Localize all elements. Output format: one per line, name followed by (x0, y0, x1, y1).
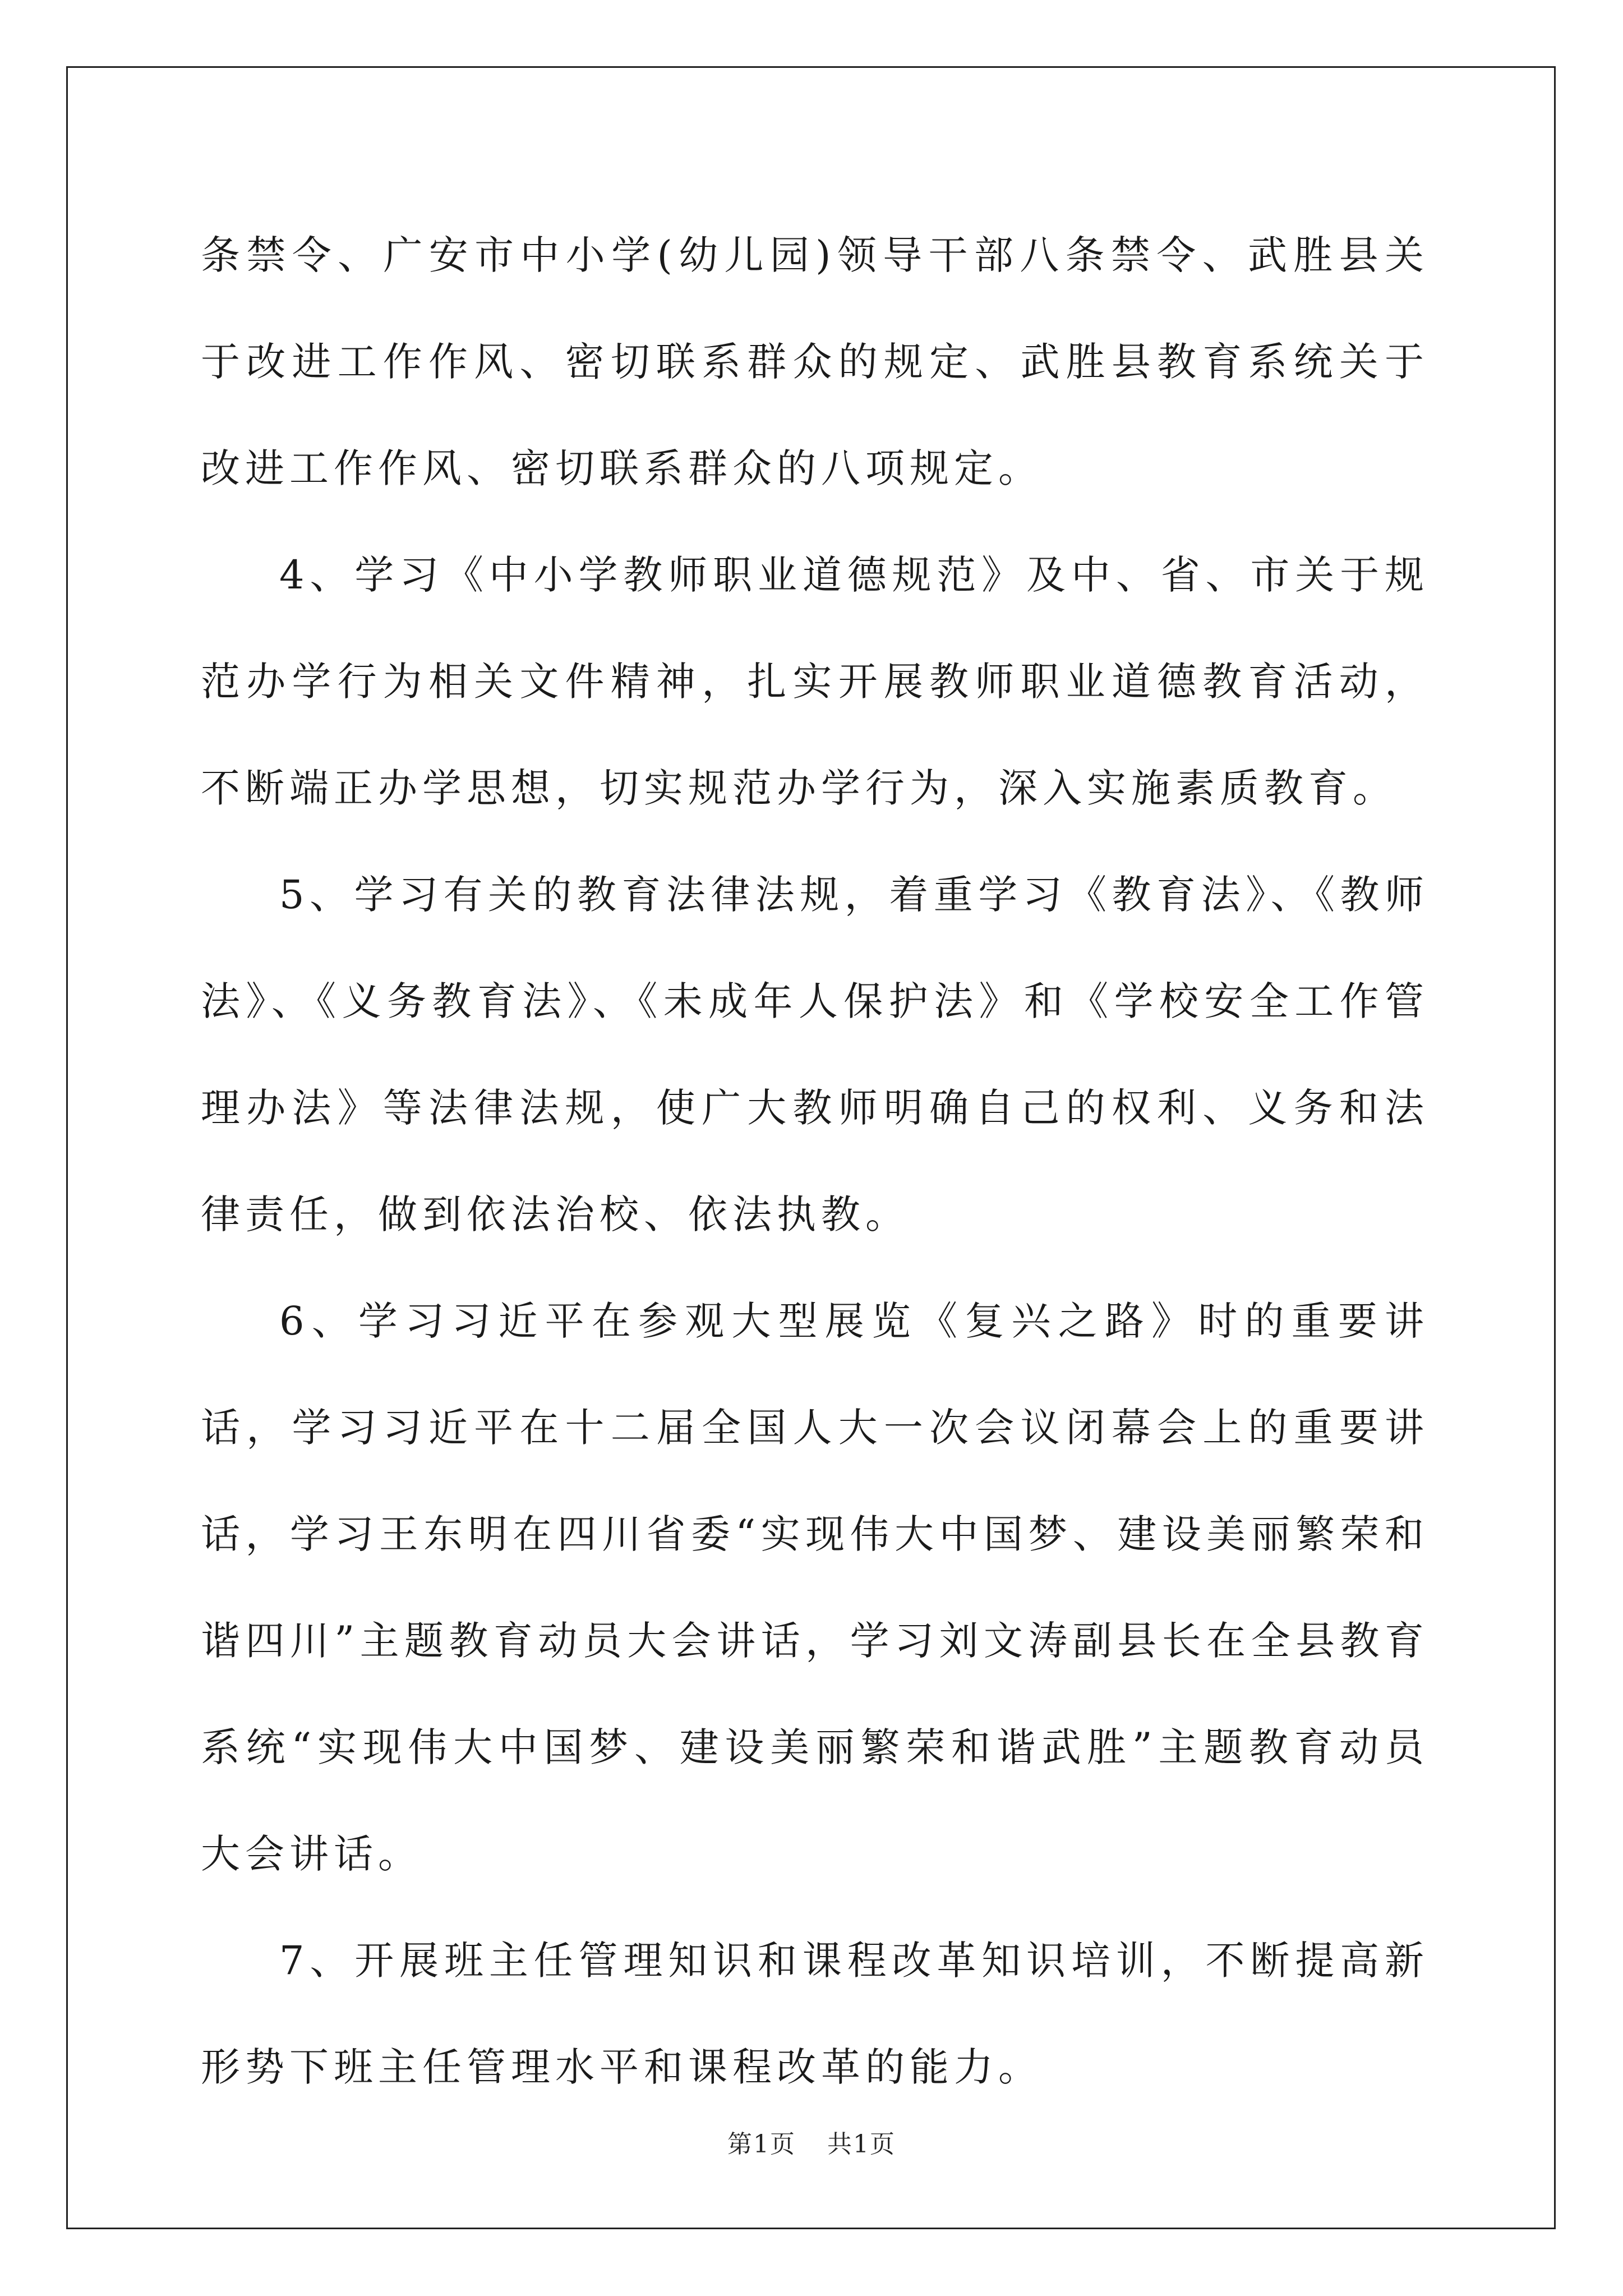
paragraph-continuation: 条禁令、广安市中小学(幼儿园)领导干部八条禁令、武胜县关于改进工作作风、密切联系群众的规定、武胜县教育系统关于改进工作作风、密切联系群众的八项规定。 (201, 232, 1429, 491)
page-total: 共1页 (827, 2130, 896, 2159)
paragraph-item-7: 7、开展班主任管理知识和课程改革知识培训，不断提高新形势下班主任管理水平和课程改革的能力。 (201, 1938, 1429, 2090)
page-footer (0, 2124, 1623, 2160)
paragraph-item-6: 6、学习习近平在参观大型展览《复兴之路》时的重要讲话，学习习近平在十二届全国人大一次会议闭幕会上的重要讲话，学习王东明在四川省委“实现伟大中国梦、建设美丽繁荣和谐四川”主题教育动员大会讲话，学习刘文涛副县长在全县教育系统“实现伟大中国梦、建设美丽繁荣和谐武胜”主题教育动员大会讲话。 (201, 1298, 1429, 1877)
page-number: 第1页 (727, 2130, 796, 2159)
paragraph-item-4: 4、学习《中小学教师职业道德规范》及中、省、市关于规范办学行为相关文件精神，扎实开展教师职业道德教育活动，不断端正办学思想，切实规范办学行为，深入实施素质教育。 (201, 552, 1429, 811)
document-body (201, 202, 1429, 2120)
paragraph-item-5: 5、学习有关的教育法律法规，着重学习《教育法》、《教师法》、《义务教育法》、《未成年人保护法》和《学校安全工作管理办法》等法律法规，使广大教师明确自己的权利、义务和法律责任，做到依法治校、依法执教。 (201, 872, 1429, 1237)
